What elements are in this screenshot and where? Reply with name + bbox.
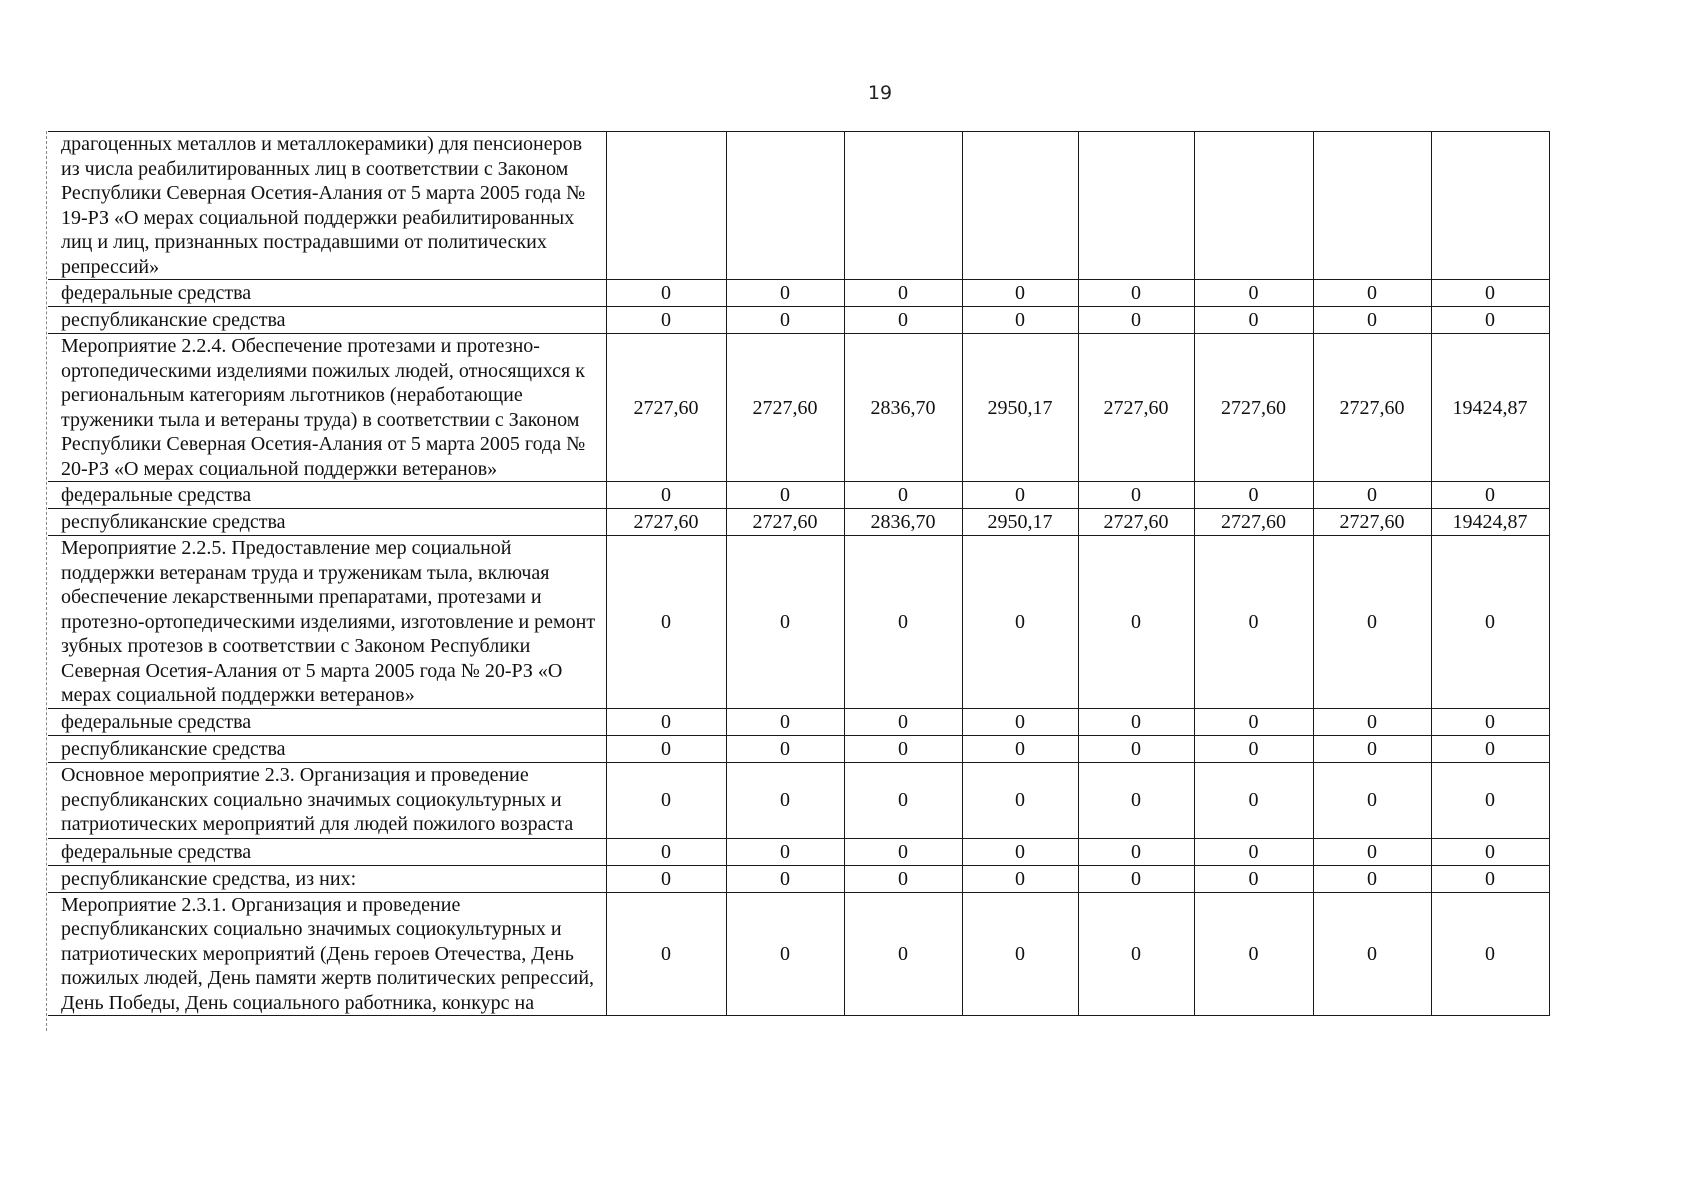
- value-cell: 0: [606, 280, 726, 307]
- table-row-funding-source: [48, 280, 1562, 307]
- value-cell: 0: [726, 482, 844, 509]
- measure-description: Мероприятие 2.3.1. Организация и проведение республиканских социально значимых социокультурных и патриотических мероприятий (День героев Отечества, День пожилых людей, День памяти жертв политических репрессий, День Победы, День социального работника, конкурс на: [48, 892, 606, 1016]
- value-cell: 0: [962, 280, 1078, 307]
- value-cell: 0: [1078, 735, 1194, 762]
- value-cell-total: 0: [1431, 865, 1549, 892]
- value-cell: 0: [1078, 708, 1194, 735]
- value-cell: [726, 132, 844, 280]
- value-cell: 0: [1194, 838, 1313, 865]
- value-cell: 0: [726, 280, 844, 307]
- value-cell: 0: [962, 762, 1078, 838]
- value-cell: [606, 132, 726, 280]
- value-cell: 0: [962, 838, 1078, 865]
- value-cell: 0: [1078, 280, 1194, 307]
- value-cell: 0: [844, 307, 962, 334]
- table-row-funding-source: [48, 307, 1562, 334]
- trailing-cell: [1549, 892, 1562, 1016]
- value-cell: 2727,60: [606, 509, 726, 536]
- value-cell: 2727,60: [1078, 334, 1194, 482]
- value-cell: 0: [606, 708, 726, 735]
- measure-description: Мероприятие 2.2.5. Предоставление мер социальной поддержки ветеранам труда и труженикам тыла, включая обеспечение лекарственными препаратами, протезами и протезно-ортопедическими изделиями, изготовление и ремонт зубных протезов в соответствии с Законом Республики Северная Осетия-Алания от 5 марта 2005 года № 20-РЗ «О мерах социальной поддержки ветеранов»: [48, 536, 606, 709]
- value-cell-total: 0: [1431, 708, 1549, 735]
- value-cell-total: 0: [1431, 838, 1549, 865]
- value-cell: 2727,60: [726, 334, 844, 482]
- value-cell: 0: [962, 892, 1078, 1016]
- value-cell: 2727,60: [726, 509, 844, 536]
- value-cell: 0: [1194, 280, 1313, 307]
- value-cell: 0: [844, 892, 962, 1016]
- measure-description: Мероприятие 2.2.4. Обеспечение протезами и протезно-ортопедическими изделиями пожилых людей, относящихся к региональным категориям льготников (неработающие труженики тыла и ветераны труда) в соответствии с Законом Республики Северная Осетия-Алания от 5 марта 2005 года № 20-РЗ «О мерах социальной поддержки ветеранов»: [48, 334, 606, 482]
- value-cell: 0: [606, 838, 726, 865]
- value-cell: 0: [606, 307, 726, 334]
- value-cell: 0: [1078, 865, 1194, 892]
- value-cell: 0: [1194, 482, 1313, 509]
- value-cell: 2727,60: [606, 334, 726, 482]
- value-cell-total: 0: [1431, 735, 1549, 762]
- value-cell: 0: [1313, 838, 1431, 865]
- value-cell: 0: [962, 708, 1078, 735]
- funding-source-label: республиканские средства: [48, 307, 606, 334]
- value-cell: 2727,60: [1194, 334, 1313, 482]
- value-cell: 0: [1194, 708, 1313, 735]
- trailing-cell: [1549, 509, 1562, 536]
- value-cell: 2727,60: [1078, 509, 1194, 536]
- value-cell: 2950,17: [962, 334, 1078, 482]
- value-cell-total: 0: [1431, 482, 1549, 509]
- value-cell: 0: [1194, 865, 1313, 892]
- value-cell: 0: [844, 865, 962, 892]
- scan-left-edge: [46, 131, 47, 1031]
- funding-source-label: республиканские средства, из них:: [48, 865, 606, 892]
- value-cell: 0: [844, 708, 962, 735]
- table-row-funding-source: [48, 509, 1562, 536]
- trailing-cell: [1549, 132, 1562, 280]
- value-cell: 0: [1078, 482, 1194, 509]
- funding-source-label: федеральные средства: [48, 482, 606, 509]
- trailing-cell: [1549, 536, 1562, 709]
- trailing-cell: [1549, 280, 1562, 307]
- trailing-cell: [1549, 735, 1562, 762]
- value-cell: 0: [726, 536, 844, 709]
- value-cell: 0: [1313, 865, 1431, 892]
- value-cell: 0: [844, 482, 962, 509]
- value-cell: 0: [1313, 892, 1431, 1016]
- value-cell: 0: [962, 865, 1078, 892]
- value-cell: 0: [962, 536, 1078, 709]
- table-row-measure: [48, 132, 1562, 280]
- value-cell: 0: [606, 482, 726, 509]
- value-cell-total: 0: [1431, 762, 1549, 838]
- value-cell: 0: [1078, 307, 1194, 334]
- value-cell: 0: [1313, 708, 1431, 735]
- measure-description: Основное мероприятие 2.3. Организация и проведение республиканских социально значимых социокультурных и патриотических мероприятий для людей пожилого возраста: [48, 762, 606, 838]
- funding-source-label: федеральные средства: [48, 708, 606, 735]
- value-cell: 2836,70: [844, 509, 962, 536]
- value-cell: 0: [844, 280, 962, 307]
- value-cell: [1078, 132, 1194, 280]
- trailing-cell: [1549, 838, 1562, 865]
- table-row-funding-source: [48, 838, 1562, 865]
- funding-source-label: республиканские средства: [48, 509, 606, 536]
- value-cell: 0: [1194, 735, 1313, 762]
- value-cell: 0: [726, 762, 844, 838]
- value-cell: 2950,17: [962, 509, 1078, 536]
- table-row-funding-source: [48, 482, 1562, 509]
- table-row-measure: [48, 334, 1562, 482]
- funding-source-label: федеральные средства: [48, 280, 606, 307]
- trailing-cell: [1549, 865, 1562, 892]
- value-cell: 0: [1194, 307, 1313, 334]
- trailing-cell: [1549, 762, 1562, 838]
- value-cell: 0: [606, 865, 726, 892]
- value-cell: 0: [726, 865, 844, 892]
- table-row-funding-source: [48, 708, 1562, 735]
- value-cell-total: 0: [1431, 280, 1549, 307]
- value-cell: 0: [726, 838, 844, 865]
- value-cell: [1194, 132, 1313, 280]
- value-cell: 0: [1313, 536, 1431, 709]
- trailing-cell: [1549, 708, 1562, 735]
- value-cell-total: 0: [1431, 307, 1549, 334]
- value-cell: 0: [844, 536, 962, 709]
- value-cell-total: [1431, 132, 1549, 280]
- value-cell: 0: [1194, 762, 1313, 838]
- value-cell: 0: [726, 708, 844, 735]
- value-cell: 0: [726, 735, 844, 762]
- value-cell: 0: [606, 536, 726, 709]
- value-cell-total: 0: [1431, 892, 1549, 1016]
- value-cell: 2727,60: [1313, 334, 1431, 482]
- table-row-measure: [48, 762, 1562, 838]
- table-body: [48, 132, 1562, 1016]
- value-cell-total: 19424,87: [1431, 509, 1549, 536]
- funding-source-label: федеральные средства: [48, 838, 606, 865]
- value-cell: 0: [962, 482, 1078, 509]
- funding-source-label: республиканские средства: [48, 735, 606, 762]
- value-cell: 0: [1313, 762, 1431, 838]
- value-cell-total: 19424,87: [1431, 334, 1549, 482]
- value-cell: 0: [1313, 280, 1431, 307]
- value-cell-total: 0: [1431, 536, 1549, 709]
- value-cell: 0: [726, 892, 844, 1016]
- value-cell: 0: [1313, 307, 1431, 334]
- value-cell: 2727,60: [1313, 509, 1431, 536]
- value-cell: 0: [844, 735, 962, 762]
- table-row-measure: [48, 536, 1562, 709]
- value-cell: 0: [962, 307, 1078, 334]
- value-cell: 0: [726, 307, 844, 334]
- value-cell: 0: [844, 838, 962, 865]
- trailing-cell: [1549, 482, 1562, 509]
- financing-table: [48, 131, 1562, 1016]
- trailing-cell: [1549, 334, 1562, 482]
- value-cell: [844, 132, 962, 280]
- table-row-funding-source: [48, 735, 1562, 762]
- page-number: 19: [867, 82, 893, 104]
- value-cell: 0: [606, 892, 726, 1016]
- value-cell: [962, 132, 1078, 280]
- value-cell: 0: [1078, 762, 1194, 838]
- value-cell: 2836,70: [844, 334, 962, 482]
- value-cell: 0: [844, 762, 962, 838]
- value-cell: 0: [1078, 838, 1194, 865]
- value-cell: 0: [1078, 892, 1194, 1016]
- value-cell: 0: [606, 735, 726, 762]
- value-cell: 0: [1194, 892, 1313, 1016]
- measure-description: драгоценных металлов и металлокерамики) для пенсионеров из числа реабилитированных лиц в соответствии с Законом Республики Северная Осетия-Алания от 5 марта 2005 года № 19-РЗ «О мерах социальной поддержки реабилитированных лиц и лиц, признанных пострадавшими от политических репрессий»: [48, 132, 606, 280]
- value-cell: 2727,60: [1194, 509, 1313, 536]
- trailing-cell: [1549, 307, 1562, 334]
- value-cell: 0: [606, 762, 726, 838]
- value-cell: 0: [962, 735, 1078, 762]
- value-cell: 0: [1313, 735, 1431, 762]
- value-cell: 0: [1313, 482, 1431, 509]
- table-row-funding-source: [48, 865, 1562, 892]
- value-cell: 0: [1194, 536, 1313, 709]
- value-cell: 0: [1078, 536, 1194, 709]
- table-row-measure: [48, 892, 1562, 1016]
- value-cell: [1313, 132, 1431, 280]
